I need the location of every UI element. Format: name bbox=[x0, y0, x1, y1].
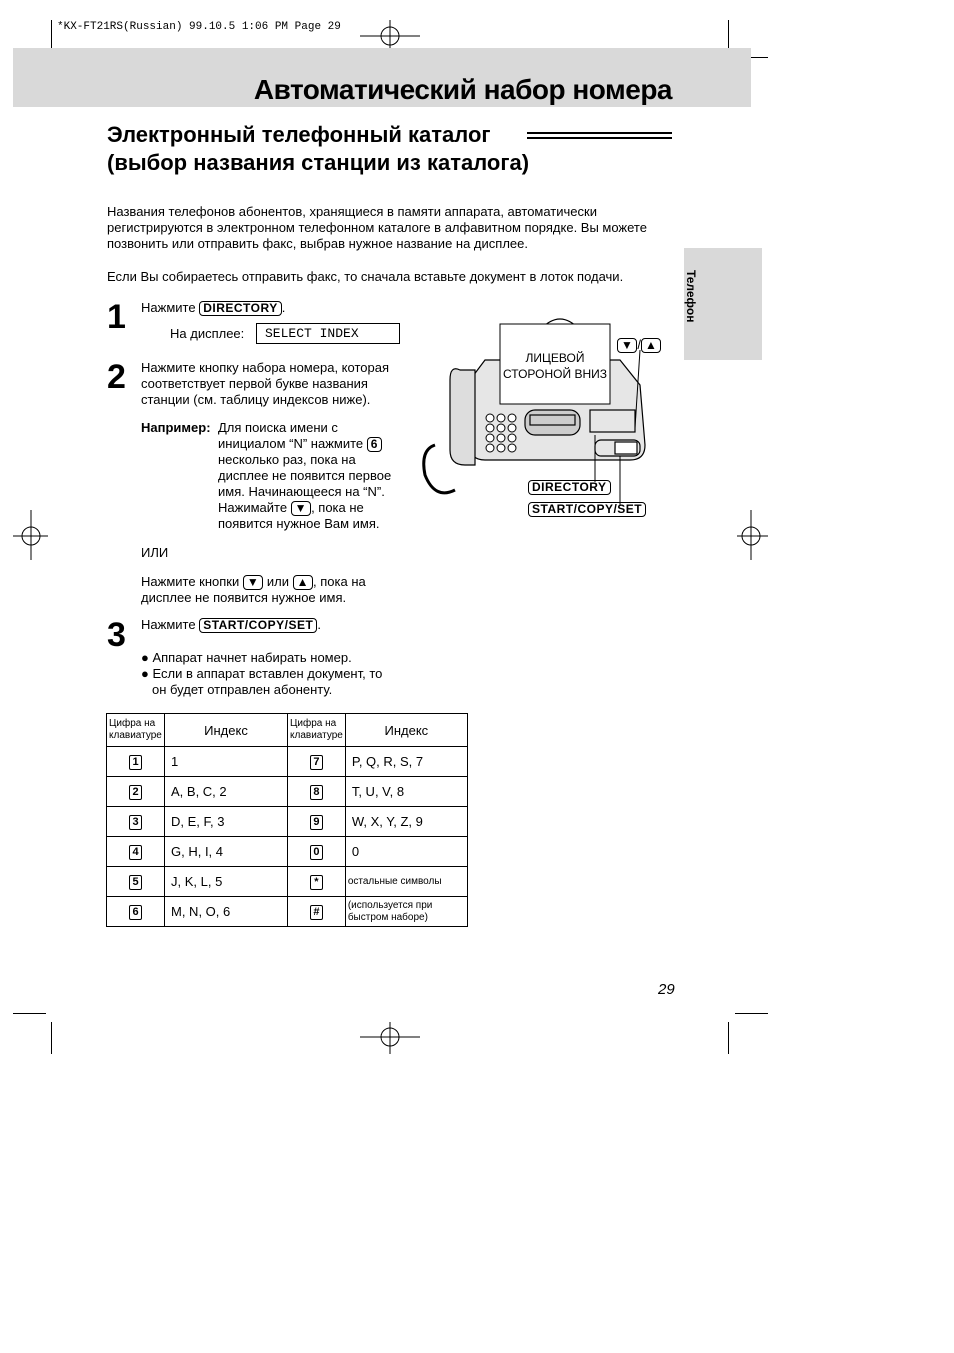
example-line-text: , пока не bbox=[311, 500, 364, 515]
or-label: ИЛИ bbox=[141, 545, 169, 560]
table-header-row bbox=[107, 714, 468, 747]
column-header: Цифра на клавиатуре bbox=[288, 714, 346, 747]
alt-text bbox=[141, 574, 366, 606]
down-arrow-key-icon: ▼ bbox=[291, 501, 311, 516]
table-row bbox=[107, 747, 468, 777]
index-cell: 0 bbox=[345, 837, 467, 867]
keypad-key: 2 bbox=[129, 785, 142, 800]
section-heading bbox=[107, 121, 529, 177]
key-cell bbox=[107, 777, 165, 807]
key-cell bbox=[288, 777, 346, 807]
display-label: На дисплее: bbox=[170, 326, 245, 341]
step3-text: Нажмите START/COPY/SET . bbox=[141, 617, 321, 632]
display-readout: SELECT INDEX bbox=[256, 323, 400, 344]
index-cell: M, N, O, 6 bbox=[165, 897, 288, 927]
paper-label-line: СТОРОНОЙ ВНИЗ bbox=[503, 367, 607, 381]
example-label: Например: bbox=[141, 420, 211, 435]
print-header: *KX-FT21RS(Russian) 99.10.5 1:06 PM Page 29 bbox=[57, 21, 341, 33]
step-text: Нажмите кнопку набора номера, которая bbox=[141, 360, 389, 375]
table-row bbox=[107, 837, 468, 867]
step1-text: Нажмите DIRECTORY . bbox=[141, 300, 286, 315]
table-row bbox=[107, 777, 468, 807]
arrow-keys-callout bbox=[617, 337, 661, 353]
step2-text bbox=[141, 360, 389, 408]
keypad-key: * bbox=[310, 875, 323, 890]
example-text bbox=[218, 420, 391, 532]
bullet-list bbox=[141, 650, 382, 698]
down-arrow-key-icon: ▼ bbox=[243, 575, 263, 590]
keypad-key: 8 bbox=[310, 785, 323, 800]
index-cell: остальные символы bbox=[345, 867, 467, 897]
keypad-key: 4 bbox=[129, 845, 142, 860]
start-copy-set-key-callout: START/COPY/SET bbox=[528, 502, 646, 517]
key-cell bbox=[107, 807, 165, 837]
heading-rule bbox=[527, 132, 672, 139]
column-header: Цифра на клавиатуре bbox=[107, 714, 165, 747]
keypad-key: 3 bbox=[129, 815, 142, 830]
alt-text-part: или bbox=[266, 574, 289, 589]
example-line-text: Нажимайте bbox=[218, 500, 288, 515]
index-cell: D, E, F, 3 bbox=[165, 807, 288, 837]
example-line: имя. Начинающееся на “N”. bbox=[218, 484, 385, 499]
example-line: дисплее не появится первое bbox=[218, 468, 392, 483]
example-line: появится нужное Вам имя. bbox=[218, 516, 380, 531]
table-row bbox=[107, 807, 468, 837]
section-heading-line1: Электронный телефонный каталог bbox=[107, 122, 491, 147]
up-arrow-key-icon: ▲ bbox=[293, 575, 313, 590]
intro-line: Названия телефонов абонентов, хранящиеся в памяти аппарата, автоматически bbox=[107, 204, 597, 219]
side-tab-label: Телефон bbox=[684, 270, 698, 323]
index-cell: W, X, Y, Z, 9 bbox=[345, 807, 467, 837]
keypad-key: 1 bbox=[129, 755, 142, 770]
key-cell bbox=[107, 837, 165, 867]
keypad-key: 9 bbox=[310, 815, 323, 830]
intro-line: регистрируются в электронном телефонном каталоге в алфавитном порядке. Вы можете bbox=[107, 220, 647, 235]
example-line: Для поиска имени с bbox=[218, 420, 338, 435]
index-cell: (используется при быстром наборе) bbox=[345, 897, 467, 927]
bullet-text: Аппарат начнет набирать номер. bbox=[152, 650, 352, 665]
paper-label-line: ЛИЦЕВОЙ bbox=[525, 351, 585, 365]
up-arrow-key-icon: ▲ bbox=[641, 338, 661, 353]
step-text: соответствует первой букве названия bbox=[141, 376, 368, 391]
key-cell bbox=[288, 897, 346, 927]
step-number: 3 bbox=[107, 616, 126, 654]
keypad-key: 7 bbox=[310, 755, 323, 770]
bullet-text: он будет отправлен абоненту. bbox=[152, 682, 333, 697]
step-number: 2 bbox=[107, 358, 126, 396]
intro-paragraph bbox=[107, 204, 647, 252]
paper-label bbox=[500, 350, 610, 382]
key-cell bbox=[107, 867, 165, 897]
slash: / bbox=[637, 337, 642, 352]
page-number: 29 bbox=[658, 981, 675, 998]
keypad-key: 6 bbox=[129, 905, 142, 920]
key-cell bbox=[288, 837, 346, 867]
index-cell: A, B, C, 2 bbox=[165, 777, 288, 807]
example-line bbox=[218, 436, 391, 452]
key-6: 6 bbox=[367, 437, 382, 452]
column-header: Индекс bbox=[345, 714, 467, 747]
key-cell bbox=[107, 897, 165, 927]
page-title: Автоматический набор номера bbox=[253, 74, 672, 105]
down-arrow-key-icon: ▼ bbox=[617, 338, 637, 353]
table-row bbox=[107, 867, 468, 897]
alt-line: дисплее не появится нужное имя. bbox=[141, 590, 347, 605]
section-heading-line2: (выбор названия станции из каталога) bbox=[107, 150, 530, 175]
example-line: несколько раз, пока на bbox=[218, 452, 356, 467]
key-cell bbox=[288, 867, 346, 897]
intro-note: Если Вы собираетесь отправить факс, то сначала вставьте документ в лоток подачи. bbox=[107, 269, 624, 284]
table-row bbox=[107, 897, 468, 927]
index-cell: J, K, L, 5 bbox=[165, 867, 288, 897]
alt-text-part: Нажмите кнопки bbox=[141, 574, 240, 589]
index-cell: G, H, I, 4 bbox=[165, 837, 288, 867]
step-text: станции (см. таблицу индексов ниже). bbox=[141, 392, 371, 407]
index-cell: P, Q, R, S, 7 bbox=[345, 747, 467, 777]
index-cell: T, U, V, 8 bbox=[345, 777, 467, 807]
step-number: 1 bbox=[107, 298, 126, 336]
keypad-key: 5 bbox=[129, 875, 142, 890]
column-header: Индекс bbox=[165, 714, 288, 747]
example-line bbox=[218, 500, 391, 516]
bullet-item: ● Если в аппарат вставлен документ, то bbox=[141, 666, 383, 681]
directory-key: DIRECTORY bbox=[199, 301, 282, 316]
step-text: Нажмите bbox=[141, 300, 196, 315]
bullet-item: ● Аппарат начнет набирать номер. bbox=[141, 650, 352, 665]
bullet-text: Если в аппарат вставлен документ, то bbox=[152, 666, 383, 681]
key-cell bbox=[288, 747, 346, 777]
step-text: Нажмите bbox=[141, 617, 196, 632]
index-cell: 1 bbox=[165, 747, 288, 777]
alt-text-part: , пока на bbox=[313, 574, 366, 589]
directory-key-callout: DIRECTORY bbox=[528, 480, 611, 495]
start-copy-set-key: START/COPY/SET bbox=[199, 618, 317, 633]
example-line-text: инициалом “N” нажмите bbox=[218, 436, 364, 451]
intro-line: позвонить или отправить факс, выбрав нужное название на дисплее. bbox=[107, 236, 528, 251]
keypad-key: 0 bbox=[310, 845, 323, 860]
key-cell bbox=[288, 807, 346, 837]
key-cell bbox=[107, 747, 165, 777]
keypad-key: # bbox=[310, 905, 323, 920]
alt-line bbox=[141, 574, 366, 590]
index-table bbox=[106, 713, 468, 927]
